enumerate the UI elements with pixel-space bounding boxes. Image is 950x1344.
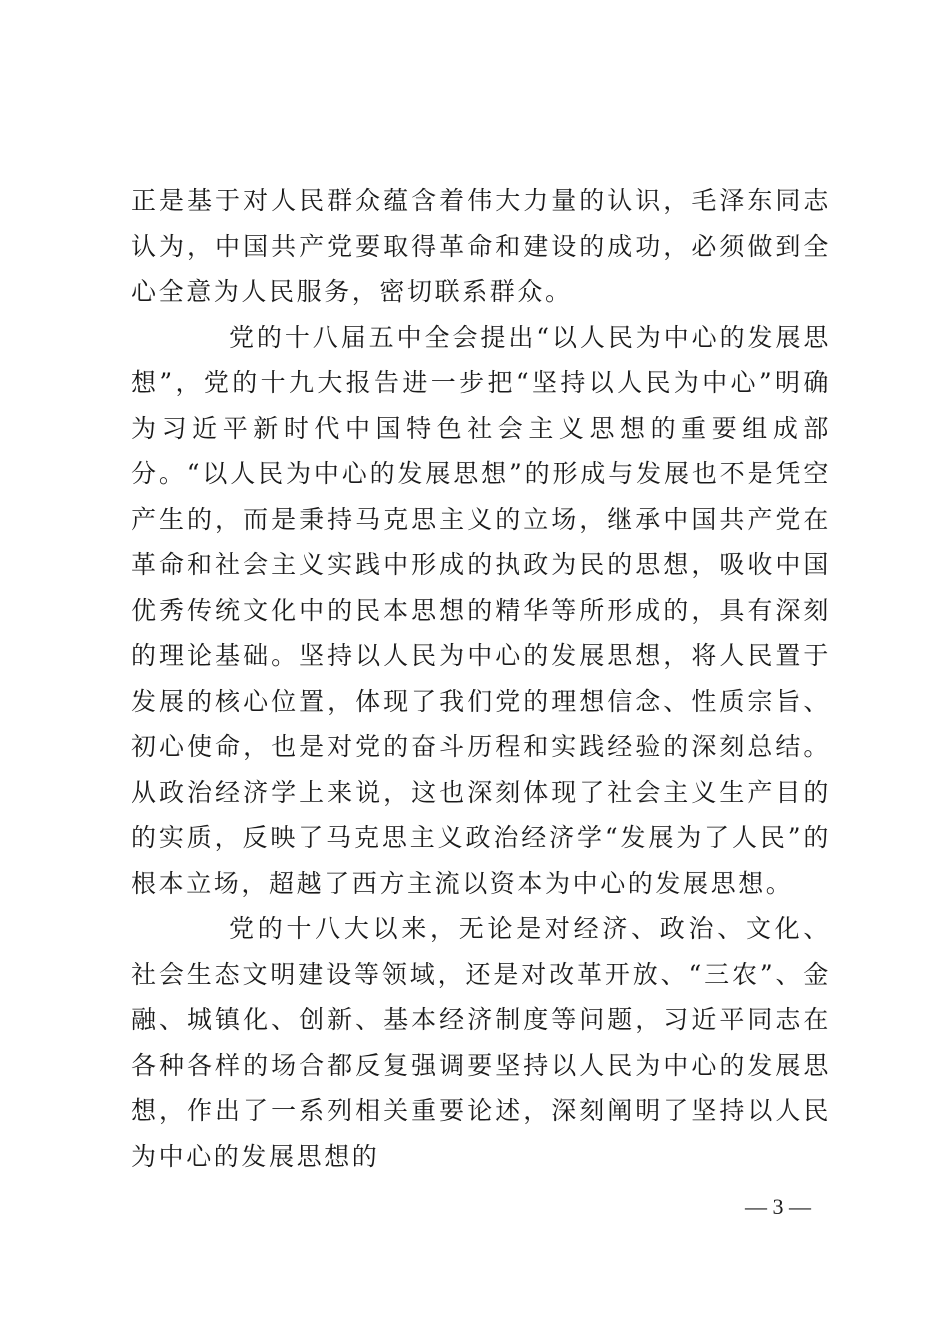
page-number: — 3 — — [745, 1194, 811, 1219]
paragraph-2: 党的十八届五中全会提出“以人民为中心的发展思想”，党的十九大报告进一步把“坚持以人民为中心”明确为习近平新时代中国特色社会主义思想的重要组成部分。“以人民为中心的发展思想”的形成与发展也不是凭空产生的，而是秉持马克思主义的立场，继承中国共产党在革命和社会主义实践中形成的执政为民的思想，吸收中国优秀传统文化中的民本思想的精华等所形成的，具有深刻的理论基础。坚持以人民为中心的发展思想，将人民置于发展的核心位置，体现了我们党的理想信念、性质宗旨、初心使命，也是对党的奋斗历程和实践经验的深刻总结。从政治经济学上来说，这也深刻体现了社会主义生产目的的实质，反映了马克思主义政治经济学“发展为了人民”的根本立场，超越了西方主流以资本为中心的发展思想。 — [131, 322, 831, 898]
paragraph-3: 党的十八大以来，无论是对经济、政治、文化、社会生态文明建设等领域，还是对改革开放、“三农”、金融、城镇化、创新、基本经济制度等问题，习近平同志在各种各样的场合都反复强调要坚持以人民为中心的发展思想，作出了一系列相关重要论述，深刻阐明了坚持以人民为中心的发展思想的 — [131, 914, 831, 1171]
body-text — [131, 178, 831, 1179]
paragraph-1: 正是基于对人民群众蕴含着伟大力量的认识，毛泽东同志认为，中国共产党要取得革命和建设的成功，必须做到全心全意为人民服务，密切联系群众。 — [131, 186, 831, 306]
